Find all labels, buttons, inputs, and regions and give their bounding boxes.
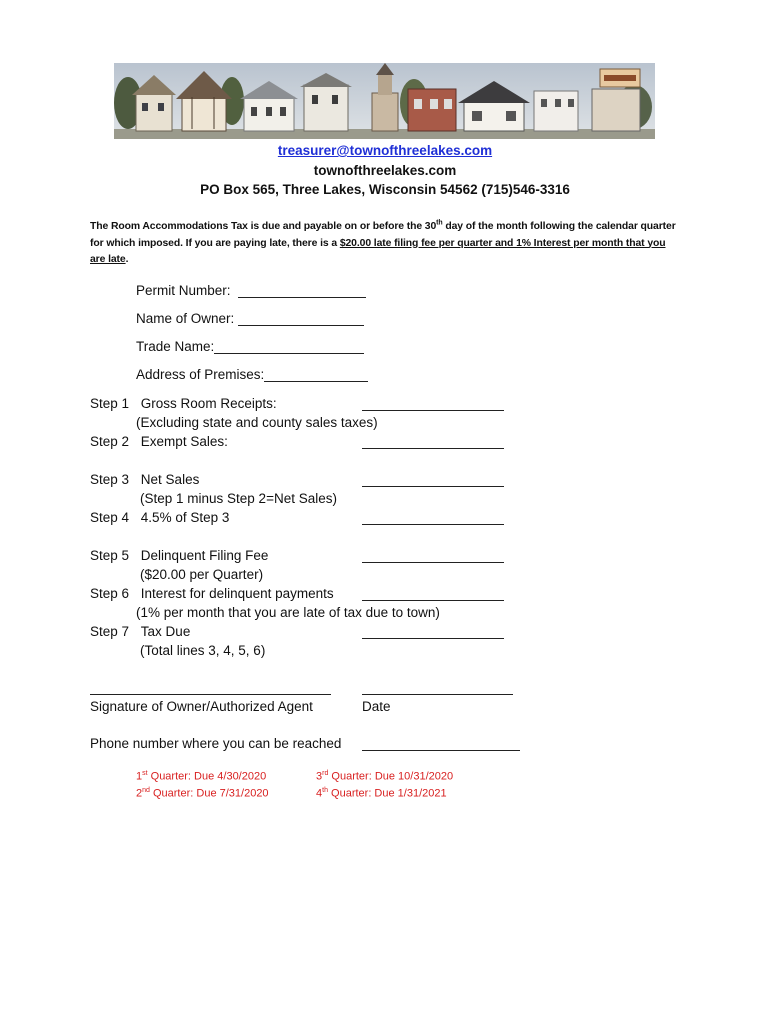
quarter-2-number: 2: [136, 787, 143, 800]
step-3-label: Net Sales: [140, 472, 200, 487]
step-4-label: 4.5% of Step 3: [140, 510, 230, 525]
quarter-4-suffix: th: [322, 787, 328, 794]
date-label: Date: [362, 699, 391, 714]
intro-superscript: th: [436, 219, 443, 227]
trade-name-field[interactable]: [214, 353, 364, 354]
phone-label: Phone number where you can be reached: [90, 736, 342, 751]
step-6-number: Step 6: [90, 586, 130, 601]
quarter-4-due: [316, 787, 447, 800]
intro-end: .: [125, 254, 129, 265]
step-2-row: [90, 434, 228, 449]
net-sales-field[interactable]: [362, 486, 504, 487]
gross-receipts-field[interactable]: [362, 410, 504, 411]
step-1-note: (Excluding state and county sales taxes): [136, 415, 378, 430]
step-4-number: Step 4: [90, 510, 130, 525]
permit-number-label: Permit Number:: [136, 283, 231, 298]
tax-due-instructions: [90, 219, 680, 269]
permit-number-field[interactable]: [238, 297, 366, 298]
interest-field[interactable]: [362, 600, 504, 601]
quarter-3-due: [316, 770, 453, 783]
date-field[interactable]: [362, 694, 513, 695]
quarter-3-number: 3: [316, 770, 323, 783]
step-1-label: Gross Room Receipts:: [140, 396, 277, 411]
owner-name-label: Name of Owner:: [136, 311, 235, 326]
premises-address-label: Address of Premises:: [136, 367, 265, 382]
step-1-number: Step 1: [90, 396, 130, 411]
signature-label: Signature of Owner/Authorized Agent: [90, 699, 313, 714]
late-fee-notice: $20.00 late filing fee per quarter and 1% Interest per month that you are late: [90, 237, 666, 265]
intro-text-1: The Room Accommodations Tax is due and payable on or before the 30: [90, 221, 437, 232]
treasurer-email-link[interactable]: treasurer@townofthreelakes.com: [277, 143, 493, 158]
step-3-note: (Step 1 minus Step 2=Net Sales): [140, 491, 337, 506]
step-4-row: [90, 510, 229, 525]
quarter-1-number: 1: [136, 770, 143, 783]
quarter-1-text: Quarter: Due 4/30/2020: [147, 770, 267, 783]
town-website: townofthreelakes.com: [313, 163, 457, 178]
phone-field[interactable]: [362, 750, 520, 751]
trade-name-label: Trade Name:: [136, 339, 215, 354]
quarter-4-number: 4: [316, 787, 323, 800]
step-6-note: (1% per month that you are late of tax due to town): [136, 605, 440, 620]
step-2-label: Exempt Sales:: [140, 434, 228, 449]
town-buildings-banner: [114, 63, 655, 139]
exempt-sales-field[interactable]: [362, 448, 504, 449]
delinquent-fee-field[interactable]: [362, 562, 504, 563]
quarter-1-due: [136, 770, 266, 783]
quarter-3-text: Quarter: Due 10/31/2020: [328, 770, 454, 783]
step-6-row: [90, 586, 334, 601]
step-6-label: Interest for delinquent payments: [140, 586, 334, 601]
step-5-note: ($20.00 per Quarter): [140, 567, 264, 582]
quarter-3-suffix: rd: [322, 770, 329, 777]
tax-due-field[interactable]: [362, 638, 504, 639]
quarter-2-due: [136, 787, 269, 800]
premises-address-field[interactable]: [264, 381, 368, 382]
step-2-number: Step 2: [90, 434, 130, 449]
mailing-address: PO Box 565, Three Lakes, Wisconsin 54562 (715)546-3316: [200, 182, 570, 197]
owner-name-field[interactable]: [238, 325, 364, 326]
step-7-row: [90, 624, 190, 639]
step-5-row: [90, 548, 268, 563]
quarter-4-text: Quarter: Due 1/31/2021: [327, 787, 447, 800]
step-3-row: [90, 472, 199, 487]
step-7-number: Step 7: [90, 624, 130, 639]
quarter-2-text: Quarter: Due 7/31/2020: [149, 787, 269, 800]
step-7-note: (Total lines 3, 4, 5, 6): [140, 643, 266, 658]
tax-amount-field[interactable]: [362, 524, 504, 525]
step-3-number: Step 3: [90, 472, 130, 487]
step-7-label: Tax Due: [140, 624, 191, 639]
quarter-2-suffix: nd: [142, 787, 150, 794]
intro-text-2: day of the month following the calendar quarter for which imposed. If you are paying late, there is a: [90, 221, 676, 249]
step-5-label: Delinquent Filing Fee: [140, 548, 269, 563]
quarter-1-suffix: st: [142, 770, 148, 777]
signature-field[interactable]: [90, 694, 331, 695]
step-1-row: [90, 396, 277, 411]
step-5-number: Step 5: [90, 548, 130, 563]
